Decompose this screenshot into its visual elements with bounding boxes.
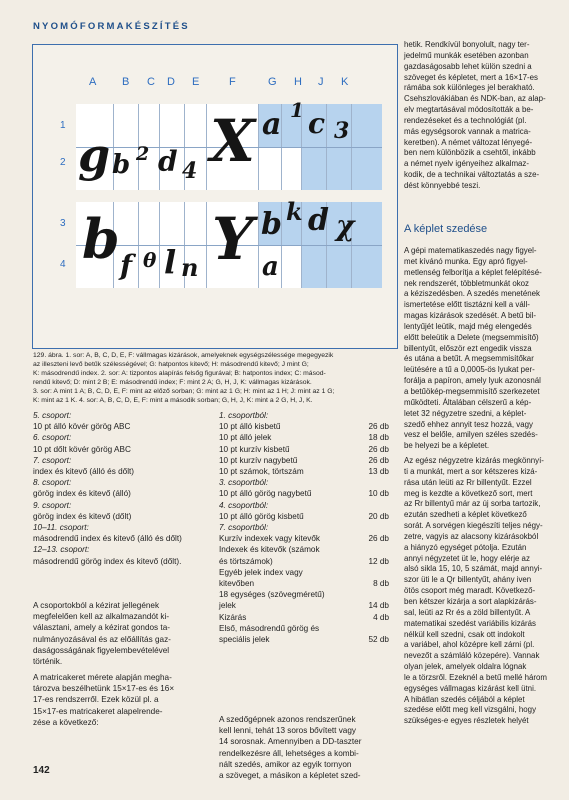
text-line: keretben). A német változat lényegé- xyxy=(404,137,533,147)
text-line: nulmányozásával és az előállítás gaz- xyxy=(33,634,171,644)
caption-line: az illeszteni levő betűk szélességével; G: hatpontos kitevő; H: másodrendű kitevő; J mint G; xyxy=(33,360,309,368)
item-count: 8 db xyxy=(373,579,389,589)
row-label-3: 3 xyxy=(60,218,66,229)
item-label: jelek xyxy=(219,601,236,611)
right-paragraph-2 xyxy=(404,246,554,452)
group-text: index és kitevő (álló és dőlt) xyxy=(33,467,135,477)
row-label-4: 4 xyxy=(60,259,66,270)
column-label-b: B xyxy=(122,76,130,88)
glyph-d-subscript: d xyxy=(158,145,178,178)
item-count: 26 db xyxy=(368,534,389,544)
text-line: be helyezi be a képletet. xyxy=(404,441,490,451)
text-line: más egységsorok vannak a matrica- xyxy=(404,126,531,136)
glyph-b-superscript: b xyxy=(112,150,131,180)
column-label-d: D xyxy=(167,76,175,88)
text-line: leütésére a tű a 0,0005-ös lyukat per- xyxy=(404,365,535,375)
column-label-h: H xyxy=(294,76,302,88)
text-line: működteti. Általában célszerű a kép- xyxy=(404,397,532,407)
text-line: lentyűjét leütik, majd még elengedés xyxy=(404,321,532,331)
list-item xyxy=(219,634,389,645)
item-count: 10 db xyxy=(368,489,389,499)
glyph-b-superscript-k: b xyxy=(261,207,282,242)
text-line: annyi négyzetet üt le, hogy elérje az xyxy=(404,553,530,563)
item-count: 14 db xyxy=(368,601,389,611)
group-text: görög index és kitevő (dőlt) xyxy=(33,511,132,521)
list-item xyxy=(219,556,389,567)
figure-box xyxy=(32,44,398,349)
text-line: ezután szedheti a képlet következő xyxy=(404,510,527,520)
group-heading: 5. csoport: xyxy=(33,411,72,420)
column-label-c: C xyxy=(147,76,155,88)
text-line: történik. xyxy=(33,657,63,667)
list-heading: 4. csoportból: xyxy=(219,500,269,510)
text-line: metlenség felborítja a képlet felépítésé- xyxy=(404,267,542,277)
text-line: kell lenni, tehát 13 soros bővített vagy xyxy=(219,726,356,736)
page-number: 142 xyxy=(33,765,50,776)
column-label-k: K xyxy=(341,76,349,88)
text-line: 14 sorosnak. Amennyiben a DD-taszter xyxy=(219,737,362,747)
text-line: az Rr billentyű már az új sorba tartozik, xyxy=(404,499,541,509)
item-label: Kizárás xyxy=(219,612,247,622)
item-label: 10 pt álló görög nagybetű xyxy=(219,489,312,499)
group-text: 10 pt dőlt kövér görög ABC xyxy=(33,444,131,454)
row-label-1: 1 xyxy=(60,120,66,131)
item-count: 26 db xyxy=(368,422,389,432)
left-paragraph-2 xyxy=(33,672,208,728)
text-line: a variábel, ahol középre kell zárni (pl. xyxy=(404,640,535,650)
text-line: meg is kezdte a következő sort, mert xyxy=(404,488,533,498)
text-line: billentyűt, először ezt engedik vissza xyxy=(404,343,532,353)
text-line: ben kétszer kizárja a sort alapkizárás- xyxy=(404,596,537,606)
text-line: elv megtartásával módosították a be- xyxy=(404,105,534,115)
text-line: ti a munkát, mert a sor kétszeres kizá- xyxy=(404,466,538,476)
caption-line: 129. ábra. 1. sor: A, B, C, D, E, F: vállmagas kizárások, amelyeknek egységszélessége megegyezik xyxy=(33,352,334,359)
text-line: nélkül kell szedni, csak ott indokolt xyxy=(404,629,525,639)
list-item xyxy=(219,623,389,634)
item-label: speciális jelek xyxy=(219,635,270,645)
text-line: a szöveget, a másikon a képletet szed- xyxy=(219,771,361,781)
item-label: Indexek és kitevők (számok xyxy=(219,545,320,555)
text-line: letet 32 négyzetre szedni, a képlet- xyxy=(404,408,527,418)
text-line: gazdaságosabb lehet külön szedni a xyxy=(404,61,532,71)
item-count: 26 db xyxy=(368,455,389,465)
group-text: másodrendű görög index és kitevő (dőlt). xyxy=(33,556,182,566)
column-label-a: A xyxy=(89,76,97,88)
text-line: választani, amely a kézirat gondos ta- xyxy=(33,623,170,633)
group-heading: 8. csoport: xyxy=(33,478,72,488)
text-line: nált szedés, amikor az egyik tornyon xyxy=(219,759,352,769)
glyph-c-subscript: c xyxy=(308,107,326,140)
list-item xyxy=(219,455,389,466)
list-item xyxy=(219,488,389,499)
list-heading: 7. csoportból: xyxy=(219,523,269,533)
text-line: nek rendszerét, többletmunkát okoz xyxy=(404,278,530,288)
item-label: 10 pt kurzív nagybetű xyxy=(219,455,298,465)
item-count: 4 db xyxy=(373,612,389,622)
column-label-f: F xyxy=(229,76,236,88)
item-label: 10 pt álló kisbetű xyxy=(219,422,281,432)
text-line: zetre, vagyis az alacsony kizárásokból xyxy=(404,531,539,541)
glyph-d: d xyxy=(308,203,329,238)
text-line: magas kizárások szedését. A betű bil- xyxy=(404,311,537,321)
item-label: Első, másodrendű görög és xyxy=(219,623,320,633)
text-line: hetik. Rendkívül bonyolult, nagy ter- xyxy=(404,40,530,49)
caption-line: 3. sor: A mint 1 A; B, C, D, E, F: mint az előző sorban; G: mint az 1 G; H: mint az 1 H; J: mint az 1 G; xyxy=(33,387,335,395)
column-label-e: E xyxy=(192,76,200,88)
text-line: ötös csoport még maradt. Következő- xyxy=(404,586,536,596)
text-line: sal, leüti az Rr és a zöld billentyűt. A xyxy=(404,607,531,617)
text-line: dést könnyebbé teszi. xyxy=(404,180,481,190)
text-line: szor üti le a Qr billentyűt, ahány iven xyxy=(404,575,532,585)
group-heading: 9. csoport: xyxy=(33,500,72,510)
group-text: másodrendű index és kitevő (álló és dőlt) xyxy=(33,534,182,544)
glyph-subscript-4: 4 xyxy=(182,158,198,184)
item-label: kitevőben xyxy=(219,579,255,589)
running-head: NYOMÓFORMAKÉSZÍTÉS xyxy=(33,21,190,32)
list-item xyxy=(219,589,389,600)
item-count: 12 db xyxy=(368,556,389,566)
row-label-2: 2 xyxy=(60,157,66,168)
glyph-capital-x: X xyxy=(210,107,256,175)
text-line: nevezőt a számláló közepére). Vannak xyxy=(404,651,540,661)
item-label: és törtszámok) xyxy=(219,556,273,566)
figure-caption xyxy=(33,352,395,405)
text-line: zése a következő: xyxy=(33,717,99,727)
text-line: Csehszlovákiában és NDK-ban, az alap- xyxy=(404,94,546,104)
column-label-j: J xyxy=(318,76,324,88)
list-item xyxy=(219,533,389,544)
caption-line: K: másodrendű index. 2. sor: A: tizpontos alapírás felsőg figurával; B: hatpontos index; C: másod- xyxy=(33,369,326,377)
group-text: görög index és kitevő (álló) xyxy=(33,489,131,499)
text-line: szedése előtt meg kell vizsgálni, hogy xyxy=(404,705,537,715)
group-heading: 6. csoport: xyxy=(33,433,72,443)
text-line: alsó sikla 15, 10, 5 számát, majd annyi- xyxy=(404,564,543,574)
glyph-b: b xyxy=(82,207,120,271)
text-line: rendezéseket és a technológiát (pl. xyxy=(404,115,527,125)
left-column-groups xyxy=(33,410,208,567)
text-line: 17-es rendszerről. Ezek közül pl. a xyxy=(33,695,159,705)
text-line: megfelelően kell az alkalmazandót ki- xyxy=(33,612,170,622)
text-line: tározva beszélhetünk 15×17-es és 16× xyxy=(33,684,175,694)
glyph-superscript-1: 1 xyxy=(290,98,304,122)
item-label: 10 pt álló görög kisbetű xyxy=(219,511,304,521)
item-label: Kurzív indexek vagy kitevők xyxy=(219,534,321,544)
list-heading: 3. csoportból: xyxy=(219,478,269,488)
text-line: szedő ehhez annyit tesz hozzá, vagy xyxy=(404,419,533,429)
list-item xyxy=(219,578,389,589)
text-line: vesz el belőle, amilyen széles szedés- xyxy=(404,430,538,440)
text-line: sorát. A sorvégen kiegészíti teljes négy- xyxy=(404,521,543,531)
group-heading: 12–13. csoport: xyxy=(33,545,90,555)
text-line: szükséges-e egyes részletek helyét xyxy=(404,716,529,726)
text-line: olyan jelek, amelyek oldalra lógnak xyxy=(404,662,527,672)
text-line: rása után leüti az Rr billentyűt. Ezzel xyxy=(404,477,532,487)
text-line: jedelmű munkák esetében azonban xyxy=(404,50,529,60)
glyph-a: a xyxy=(262,252,279,282)
text-line: A gépi matematikaszedés nagy figyel- xyxy=(404,246,537,255)
item-count: 20 db xyxy=(368,511,389,521)
caption-line: rendű kitevő; D: mint 2 B; E: másodrendű index; F: mint 2 A; G, H, J, K: vállmagas kizárások. xyxy=(33,378,312,386)
glyph-theta: θ xyxy=(143,248,157,272)
list-item xyxy=(219,612,389,623)
text-line: kodik, de a technikai változtatás a sze- xyxy=(404,170,540,180)
list-item xyxy=(219,600,389,611)
text-line: és utána a betűt. A megsemmisítőkar xyxy=(404,354,534,364)
glyph-superscript-k: k xyxy=(286,197,303,226)
list-item xyxy=(219,421,389,432)
item-count: 26 db xyxy=(368,444,389,454)
matrix-layout-list xyxy=(219,410,389,645)
text-line: a betűökép-megsemmisítő szerkezetet xyxy=(404,386,540,396)
glyph-l: l xyxy=(164,243,177,281)
mid-paragraph xyxy=(219,714,389,781)
text-line: A csoportokból a kézirat jellegének xyxy=(33,601,160,610)
text-line: rendelkezésre áll, lehetséges a kombi- xyxy=(219,748,359,758)
column-label-g: G xyxy=(268,76,277,88)
list-heading: 1. csoportból: xyxy=(219,411,269,420)
list-item xyxy=(219,466,389,477)
list-item xyxy=(219,544,389,555)
text-line: A szedőgépnek azonos rendszerűnek xyxy=(219,715,356,724)
text-line: egységes vállmagas kizárást kell ütni. xyxy=(404,683,537,693)
list-item xyxy=(219,567,389,578)
text-line: A matricakeret mérete alapján megha- xyxy=(33,673,172,682)
text-line: daságosságának figyelembevételével xyxy=(33,645,170,655)
left-paragraph-1 xyxy=(33,600,208,667)
glyph-subscript-3: 3 xyxy=(334,118,350,144)
section-heading: A képlet szedése xyxy=(404,223,488,235)
glyph-chi: χ xyxy=(336,209,355,242)
text-line: szöveget és képletet, mert a 16×17-es xyxy=(404,72,538,82)
item-label: 10 pt kurzív kisbetű xyxy=(219,444,290,454)
item-label: 10 pt álló jelek xyxy=(219,433,272,443)
list-item xyxy=(219,432,389,443)
item-label: 10 pt számok, törtszám xyxy=(219,467,304,477)
item-count: 52 db xyxy=(368,635,389,645)
text-line: 15×17-es matricakeret alapelrende- xyxy=(33,706,163,716)
glyph-f: f xyxy=(120,249,133,282)
right-paragraph-1 xyxy=(404,40,554,192)
text-line: előtt beleütik a Delete (megsemmisítő) xyxy=(404,332,539,342)
text-line: A hibátlan szedés céljából a képlet xyxy=(404,694,525,704)
text-line: a hiányzó egységet pótolja. Ezután xyxy=(404,542,527,552)
text-line: forálja a papíron, amely lyuk azonosnál xyxy=(404,376,541,386)
group-heading: 10–11. csoport: xyxy=(33,523,89,533)
text-line: Az egész négyzetre kizárás megkönnyí- xyxy=(404,456,544,465)
text-line: matematikai szedést variábilis kizárás xyxy=(404,618,536,628)
text-line: a kéziszedésben. A szedés menetének xyxy=(404,289,540,299)
right-paragraph-3 xyxy=(404,456,554,727)
caption-line: K: mint az 1 K. 4. sor: A, B, C, D, E, F: mint a második sorban; G, H, J, K: mint a 2 G, H, J, K. xyxy=(33,396,313,404)
glyph-superscript-2: 2 xyxy=(136,143,150,165)
item-count: 13 db xyxy=(368,467,389,477)
glyph-subscript-n: n xyxy=(181,253,199,282)
text-line: ben nem különbözik a csehtől, inkább xyxy=(404,148,536,158)
group-text: 10 pt álló kövér görög ABC xyxy=(33,422,131,432)
glyph-a-superscript: a xyxy=(262,107,282,142)
text-line: met kívánó munka. Egy apró figyel- xyxy=(404,256,528,266)
item-label: Egyéb jelek index vagy xyxy=(219,567,303,577)
text-line: a német nyelv igényeihez alkalmaz- xyxy=(404,159,529,169)
text-line: le a törzsről. Ezeknél a betű mellé három xyxy=(404,672,547,682)
glyph-capital-y: Y xyxy=(212,205,254,273)
text-line: ismertetése előtt tisztázni kell a váll- xyxy=(404,300,530,310)
group-heading: 7. csoport: xyxy=(33,455,72,465)
glyph-g: g xyxy=(78,128,111,182)
list-item xyxy=(219,444,389,455)
list-item xyxy=(219,511,389,522)
item-count: 18 db xyxy=(368,433,389,443)
text-line: rámába sok különleges jel berakható. xyxy=(404,83,535,93)
item-label: 18 egységes (szövegméretű) xyxy=(219,590,325,600)
